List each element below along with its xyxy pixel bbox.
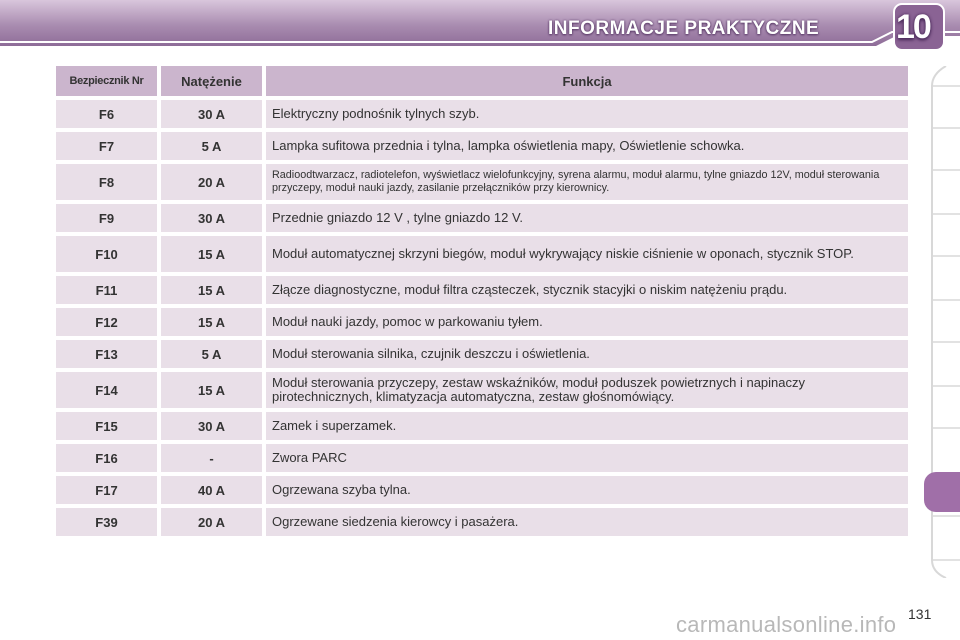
table-row bbox=[56, 236, 908, 272]
fuse-current: 30 A bbox=[161, 412, 262, 440]
table-row bbox=[56, 164, 908, 200]
fuse-current: 20 A bbox=[161, 508, 262, 536]
table-header-row bbox=[56, 66, 908, 96]
table-row bbox=[56, 444, 908, 472]
fuse-current: - bbox=[161, 444, 262, 472]
chapter-number-badge: 10 bbox=[896, 8, 930, 46]
fuse-number: F11 bbox=[56, 276, 157, 304]
fuse-function: Ogrzewana szyba tylna. bbox=[266, 476, 908, 504]
header-function: Funkcja bbox=[266, 66, 908, 96]
table-row bbox=[56, 340, 908, 368]
fuse-current: 15 A bbox=[161, 372, 262, 408]
section-title: INFORMACJE PRAKTYCZNE bbox=[548, 18, 820, 39]
fuse-number: F39 bbox=[56, 508, 157, 536]
fuse-current: 5 A bbox=[161, 340, 262, 368]
table-row bbox=[56, 412, 908, 440]
watermark: carmanualsonline.info bbox=[676, 612, 897, 637]
fuse-function: Złącze diagnostyczne, moduł filtra cząsteczek, stycznik stacyjki o niskim natężeniu prądu. bbox=[266, 276, 908, 304]
table-row bbox=[56, 308, 908, 336]
fuse-current: 5 A bbox=[161, 132, 262, 160]
fuse-current: 20 A bbox=[161, 164, 262, 200]
fuse-function: Moduł sterowania przyczepy, zestaw wskaźników, moduł poduszek powietrznych i napinaczy pirotechnicznych, klimatyzacja automatyczna, zestaw głośnomówiący. bbox=[266, 372, 908, 408]
fuse-function: Moduł automatycznej skrzyni biegów, moduł wykrywający niskie ciśnienie w oponach, stycznik STOP. bbox=[266, 236, 908, 272]
fuse-number: F17 bbox=[56, 476, 157, 504]
fuse-number: F14 bbox=[56, 372, 157, 408]
table-row bbox=[56, 204, 908, 232]
fuse-current: 40 A bbox=[161, 476, 262, 504]
fuse-current: 30 A bbox=[161, 204, 262, 232]
table-row bbox=[56, 132, 908, 160]
fuse-function: Radioodtwarzacz, radiotelefon, wyświetlacz wielofunkcyjny, syrena alarmu, moduł alarmu, tylne gniazdo 12V, moduł sterowania przyczepy, moduł nauki jazdy, zasilanie przełączników przy kierownicy. bbox=[266, 164, 908, 200]
table-row bbox=[56, 100, 908, 128]
fuse-current: 30 A bbox=[161, 100, 262, 128]
table-row bbox=[56, 372, 908, 408]
table-row bbox=[56, 276, 908, 304]
fuse-number: F9 bbox=[56, 204, 157, 232]
fuse-number: F6 bbox=[56, 100, 157, 128]
fuse-function: Zamek i superzamek. bbox=[266, 412, 908, 440]
fuse-number: F7 bbox=[56, 132, 157, 160]
fuse-number: F8 bbox=[56, 164, 157, 200]
fuse-current: 15 A bbox=[161, 236, 262, 272]
fuse-function: Moduł sterowania silnika, czujnik deszczu i oświetlenia. bbox=[266, 340, 908, 368]
fuse-function: Zwora PARC bbox=[266, 444, 908, 472]
fuse-number: F13 bbox=[56, 340, 157, 368]
fuse-function: Lampka sufitowa przednia i tylna, lampka oświetlenia mapy, Oświetlenie schowka. bbox=[266, 132, 908, 160]
active-chapter-tab[interactable] bbox=[924, 472, 960, 512]
fuse-table bbox=[52, 62, 912, 540]
fuse-number: F15 bbox=[56, 412, 157, 440]
table-row bbox=[56, 508, 908, 536]
fuse-function: Ogrzewane siedzenia kierowcy i pasażera. bbox=[266, 508, 908, 536]
fuse-current: 15 A bbox=[161, 308, 262, 336]
fuse-number: F10 bbox=[56, 236, 157, 272]
fuse-current: 15 A bbox=[161, 276, 262, 304]
table-row bbox=[56, 476, 908, 504]
fuse-number: F12 bbox=[56, 308, 157, 336]
fuse-function: Elektryczny podnośnik tylnych szyb. bbox=[266, 100, 908, 128]
fuse-function: Przednie gniazdo 12 V , tylne gniazdo 12 V. bbox=[266, 204, 908, 232]
fuse-number: F16 bbox=[56, 444, 157, 472]
page-number: 131 bbox=[908, 606, 932, 622]
header-fuse-number: Bezpiecznik Nr bbox=[56, 66, 157, 96]
header-current: Natężenie bbox=[161, 66, 262, 96]
fuse-function: Moduł nauki jazdy, pomoc w parkowaniu tyłem. bbox=[266, 308, 908, 336]
